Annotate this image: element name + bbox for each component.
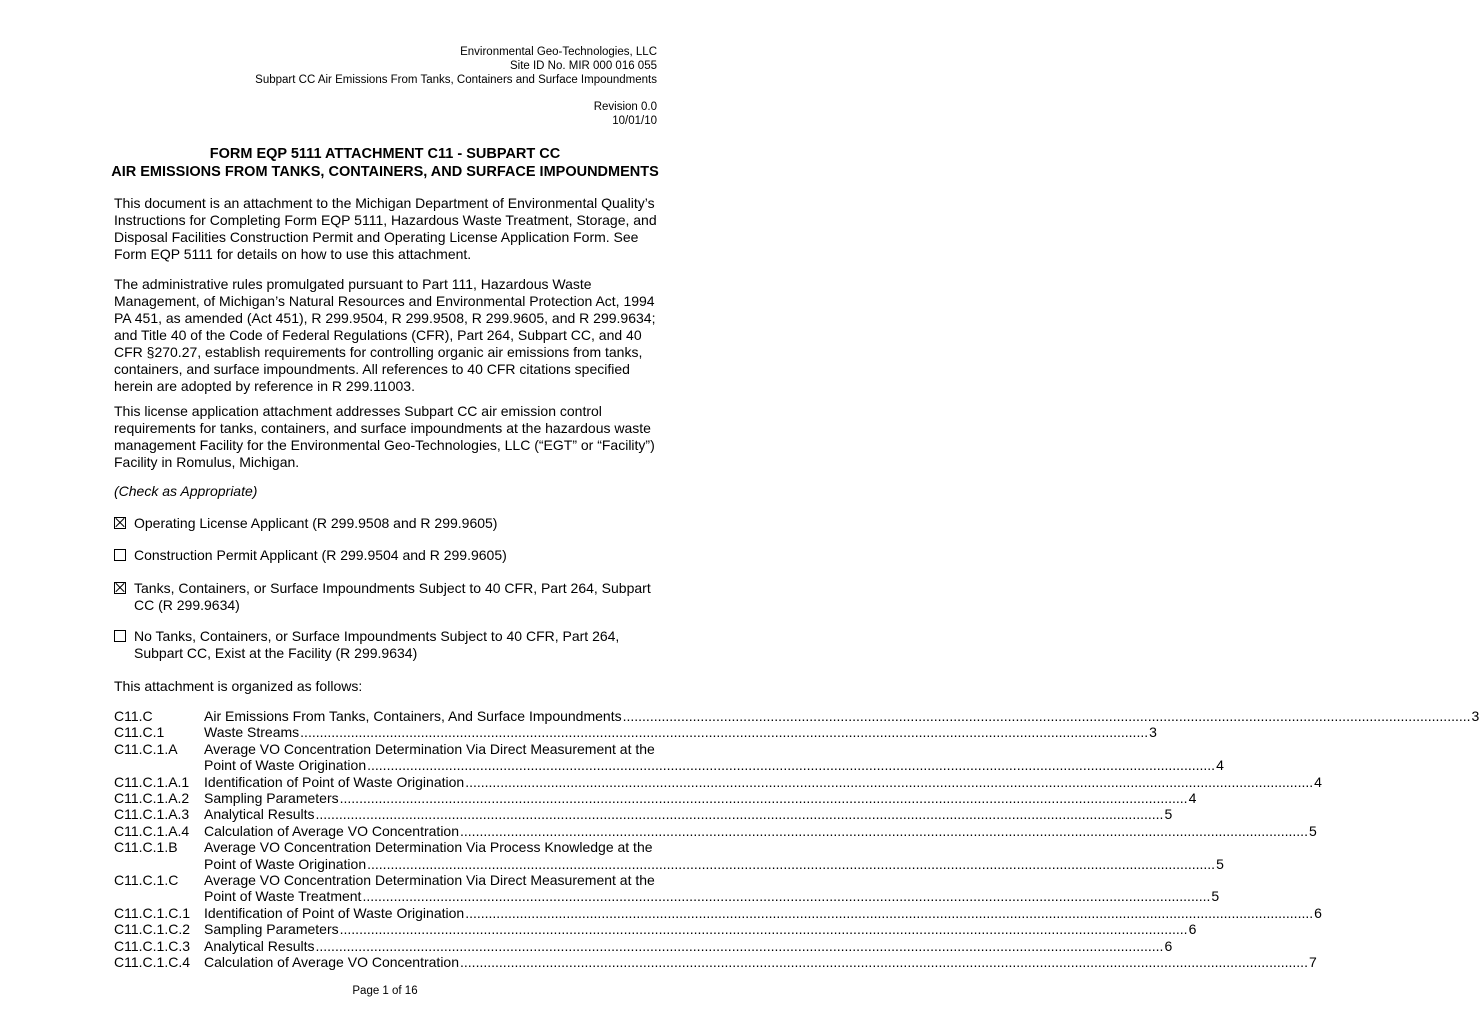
toc-section-title-lead: Average VO Concentration Determination Via Direct Measurement at the xyxy=(204,872,655,889)
toc-dot-leader xyxy=(367,757,1215,773)
toc-line xyxy=(204,954,1317,970)
toc-entry[interactable] xyxy=(114,806,1173,823)
organization-note: This attachment is organized as follows: xyxy=(114,678,363,694)
toc-section-code: C11.C.1.A.2 xyxy=(114,790,190,807)
toc-section-text xyxy=(204,872,1219,905)
toc-page-number: 3 xyxy=(1149,724,1157,741)
checkbox-item-subject-to-subpart-cc[interactable] xyxy=(114,580,659,614)
toc-line xyxy=(204,774,1322,790)
toc-section-title: Point of Waste Origination xyxy=(204,855,367,872)
toc-page-number: 4 xyxy=(1314,773,1322,790)
toc-entry[interactable] xyxy=(114,773,1322,790)
revision-block xyxy=(594,100,657,128)
toc-section-code: C11.C.1.C.1 xyxy=(114,904,190,921)
toc-section-title: Point of Waste Treatment xyxy=(204,888,362,905)
toc-entry[interactable] xyxy=(114,740,1224,774)
toc-entry[interactable] xyxy=(114,822,1317,839)
checkbox-label: Operating License Applicant (R 299.9508 and R 299.9605) xyxy=(134,515,498,531)
checkbox[interactable] xyxy=(114,549,126,561)
toc-section-text xyxy=(204,954,1317,970)
toc-entry[interactable] xyxy=(114,954,1317,971)
checkbox-item-construction-permit[interactable] xyxy=(114,547,659,564)
toc-section-text xyxy=(204,790,1196,806)
toc-section-code: C11.C.1.C.4 xyxy=(114,954,190,971)
checkbox-label: Construction Permit Applicant (R 299.9504 and R 299.9605) xyxy=(134,547,507,563)
document-title xyxy=(0,145,770,181)
toc-section-title-lead: Average VO Concentration Determination Via Direct Measurement at the xyxy=(204,740,655,757)
toc-section-code: C11.C.1.A.4 xyxy=(114,822,190,839)
toc-dot-leader xyxy=(316,806,1164,822)
toc-section-code: C11.C.1 xyxy=(114,724,165,741)
rules-paragraph: The administrative rules promulgated pursuant to Part 111, Hazardous Waste Management, of Michigan’s Natural Resources and Environmental Protection Act, 1994 PA 451, as amended (Act 451), R 299.9504, R 299.9508, R 299.9605, and R 299.9634; and Title 40 of the Code of Federal Regulations (CFR), Part 264, Subpart CC, and 40 CFR §270.27, establish requirements for controlling organic air emissions from tanks, containers, and surface impoundments. All references to 40 CFR citations specified herein are adopted by reference in R 299.11003. xyxy=(114,276,656,394)
toc-page-number: 4 xyxy=(1188,790,1197,807)
toc-section-title: Calculation of Average VO Concentration xyxy=(204,822,460,839)
toc-page-number: 6 xyxy=(1314,904,1322,921)
toc-dot-leader xyxy=(362,888,1210,904)
toc-line xyxy=(204,938,1172,954)
toc-section-code: C11.C.1.C xyxy=(114,872,179,889)
toc-section-text xyxy=(204,905,1322,921)
checkbox[interactable] xyxy=(114,630,126,642)
toc-section-text xyxy=(204,806,1172,822)
site-id: Site ID No. MIR 000 016 055 xyxy=(509,60,657,72)
toc-section-title: Identification of Point of Waste Origination xyxy=(204,904,465,921)
toc-section-title-lead: Average VO Concentration Determination Via Process Knowledge at the xyxy=(204,839,653,856)
toc-page-number: 5 xyxy=(1164,806,1173,823)
checkbox-item-none-exist[interactable] xyxy=(114,628,659,662)
toc-dot-leader xyxy=(316,938,1164,954)
company-name: Environmental Geo-Technologies, LLC xyxy=(460,46,657,58)
document-header xyxy=(255,45,657,87)
checkbox-label: No Tanks, Containers, or Surface Impoundments Subject to 40 CFR, Part 264, Subpart CC, Exist at the Facility (R 299.9634) xyxy=(134,628,620,661)
toc-entry[interactable] xyxy=(114,708,1479,724)
toc-section-code: C11.C.1.A.3 xyxy=(114,806,190,823)
toc-section-title: Sampling Parameters xyxy=(204,790,339,807)
toc-line xyxy=(204,806,1172,822)
toc-dot-leader xyxy=(623,708,1471,724)
toc-section-text xyxy=(204,839,1224,872)
toc-section-text xyxy=(204,708,1479,724)
subpart-title: Subpart CC Air Emissions From Tanks, Containers and Surface Impoundments xyxy=(255,74,657,86)
toc-section-text xyxy=(204,774,1322,790)
toc-section-text xyxy=(204,724,1157,740)
toc-line xyxy=(204,888,1219,904)
toc-dot-leader xyxy=(300,724,1148,740)
title-line-1: FORM EQP 5111 ATTACHMENT C11 - SUBPART CC xyxy=(209,146,561,162)
toc-section-title: Identification of Point of Waste Origination xyxy=(204,773,465,790)
toc-section-code: C11.C.1.B xyxy=(114,839,178,856)
toc-dot-leader xyxy=(465,774,1313,790)
toc-section-title: Analytical Results xyxy=(204,937,315,954)
toc-section-text xyxy=(204,938,1172,954)
toc-entry[interactable] xyxy=(114,904,1322,921)
title-line-2: AIR EMISSIONS FROM TANKS, CONTAINERS, AND SURFACE IMPOUNDMENTS xyxy=(111,164,659,180)
toc-page-number: 5 xyxy=(1308,822,1317,839)
toc-page-number: 5 xyxy=(1216,855,1224,872)
toc-dot-leader xyxy=(460,954,1308,970)
toc-entry[interactable] xyxy=(114,724,1157,741)
checkbox[interactable] xyxy=(114,517,126,529)
checkbox[interactable] xyxy=(114,582,126,594)
toc-line xyxy=(204,790,1196,806)
toc-section-text xyxy=(204,741,1224,774)
toc-dot-leader xyxy=(460,823,1308,839)
toc-line xyxy=(204,823,1317,839)
toc-section-text xyxy=(204,921,1196,937)
table-of-contents xyxy=(114,708,1479,971)
toc-section-title: Air Emissions From Tanks, Containers, And Surface Impoundments xyxy=(204,708,622,724)
toc-entry[interactable] xyxy=(114,872,1220,905)
toc-entry[interactable] xyxy=(114,790,1197,807)
checkbox-label: Tanks, Containers, or Surface Impoundments Subject to 40 CFR, Part 264, Subpart CC (R 299.9634) xyxy=(134,580,651,613)
revision-date: 10/01/10 xyxy=(612,115,657,127)
toc-line xyxy=(204,921,1196,937)
toc-entry[interactable] xyxy=(114,839,1224,872)
toc-line xyxy=(204,856,1224,872)
toc-page-number: 3 xyxy=(1471,708,1479,724)
toc-dot-leader xyxy=(465,905,1313,921)
toc-line xyxy=(204,757,1224,773)
toc-section-title: Analytical Results xyxy=(204,806,315,823)
toc-section-code: C11.C.1.A xyxy=(114,740,178,757)
toc-section-title: Point of Waste Origination xyxy=(204,757,367,774)
toc-line xyxy=(204,905,1322,921)
toc-entry[interactable] xyxy=(114,921,1197,938)
toc-section-code: C11.C xyxy=(114,708,153,724)
toc-section-code: C11.C.1.A.1 xyxy=(114,773,190,790)
toc-page-number: 6 xyxy=(1188,921,1197,938)
toc-dot-leader xyxy=(340,921,1188,937)
toc-entry[interactable] xyxy=(114,937,1173,954)
toc-dot-leader xyxy=(340,790,1188,806)
check-instruction: (Check as Appropriate) xyxy=(114,483,258,499)
toc-section-title: Waste Streams xyxy=(204,724,300,741)
toc-section-title: Sampling Parameters xyxy=(204,921,339,938)
toc-page-number: 5 xyxy=(1211,888,1220,905)
toc-line xyxy=(204,708,1479,724)
toc-line xyxy=(204,724,1157,740)
toc-dot-leader xyxy=(367,856,1215,872)
toc-section-title: Calculation of Average VO Concentration xyxy=(204,954,460,971)
toc-section-code: C11.C.1.C.3 xyxy=(114,937,190,954)
toc-section-code: C11.C.1.C.2 xyxy=(114,921,190,938)
toc-page-number: 4 xyxy=(1216,757,1224,774)
scope-paragraph: This license application attachment addresses Subpart CC air emission control requirements for tanks, containers, and surface impoundments at the hazardous waste management Facility for the Environmental Geo-Technologies, LLC (“EGT” or “Facility”) Facility in Romulus, Michigan. xyxy=(114,403,655,470)
toc-section-text xyxy=(204,823,1317,839)
intro-paragraph: This document is an attachment to the Michigan Department of Environmental Quality’s Instructions for Completing Form EQP 5111, Hazardous Waste Treatment, Storage, and Disposal Facilities Construction Permit and Operating License Application Form. See Form EQP 5111 for details on how to use this attachment. xyxy=(114,195,657,262)
checkbox-item-operating-license[interactable] xyxy=(114,515,659,532)
revision-number: Revision 0.0 xyxy=(593,101,657,113)
toc-page-number: 7 xyxy=(1308,954,1317,971)
toc-page-number: 6 xyxy=(1164,937,1173,954)
page-number: Page 1 of 16 xyxy=(352,985,418,997)
